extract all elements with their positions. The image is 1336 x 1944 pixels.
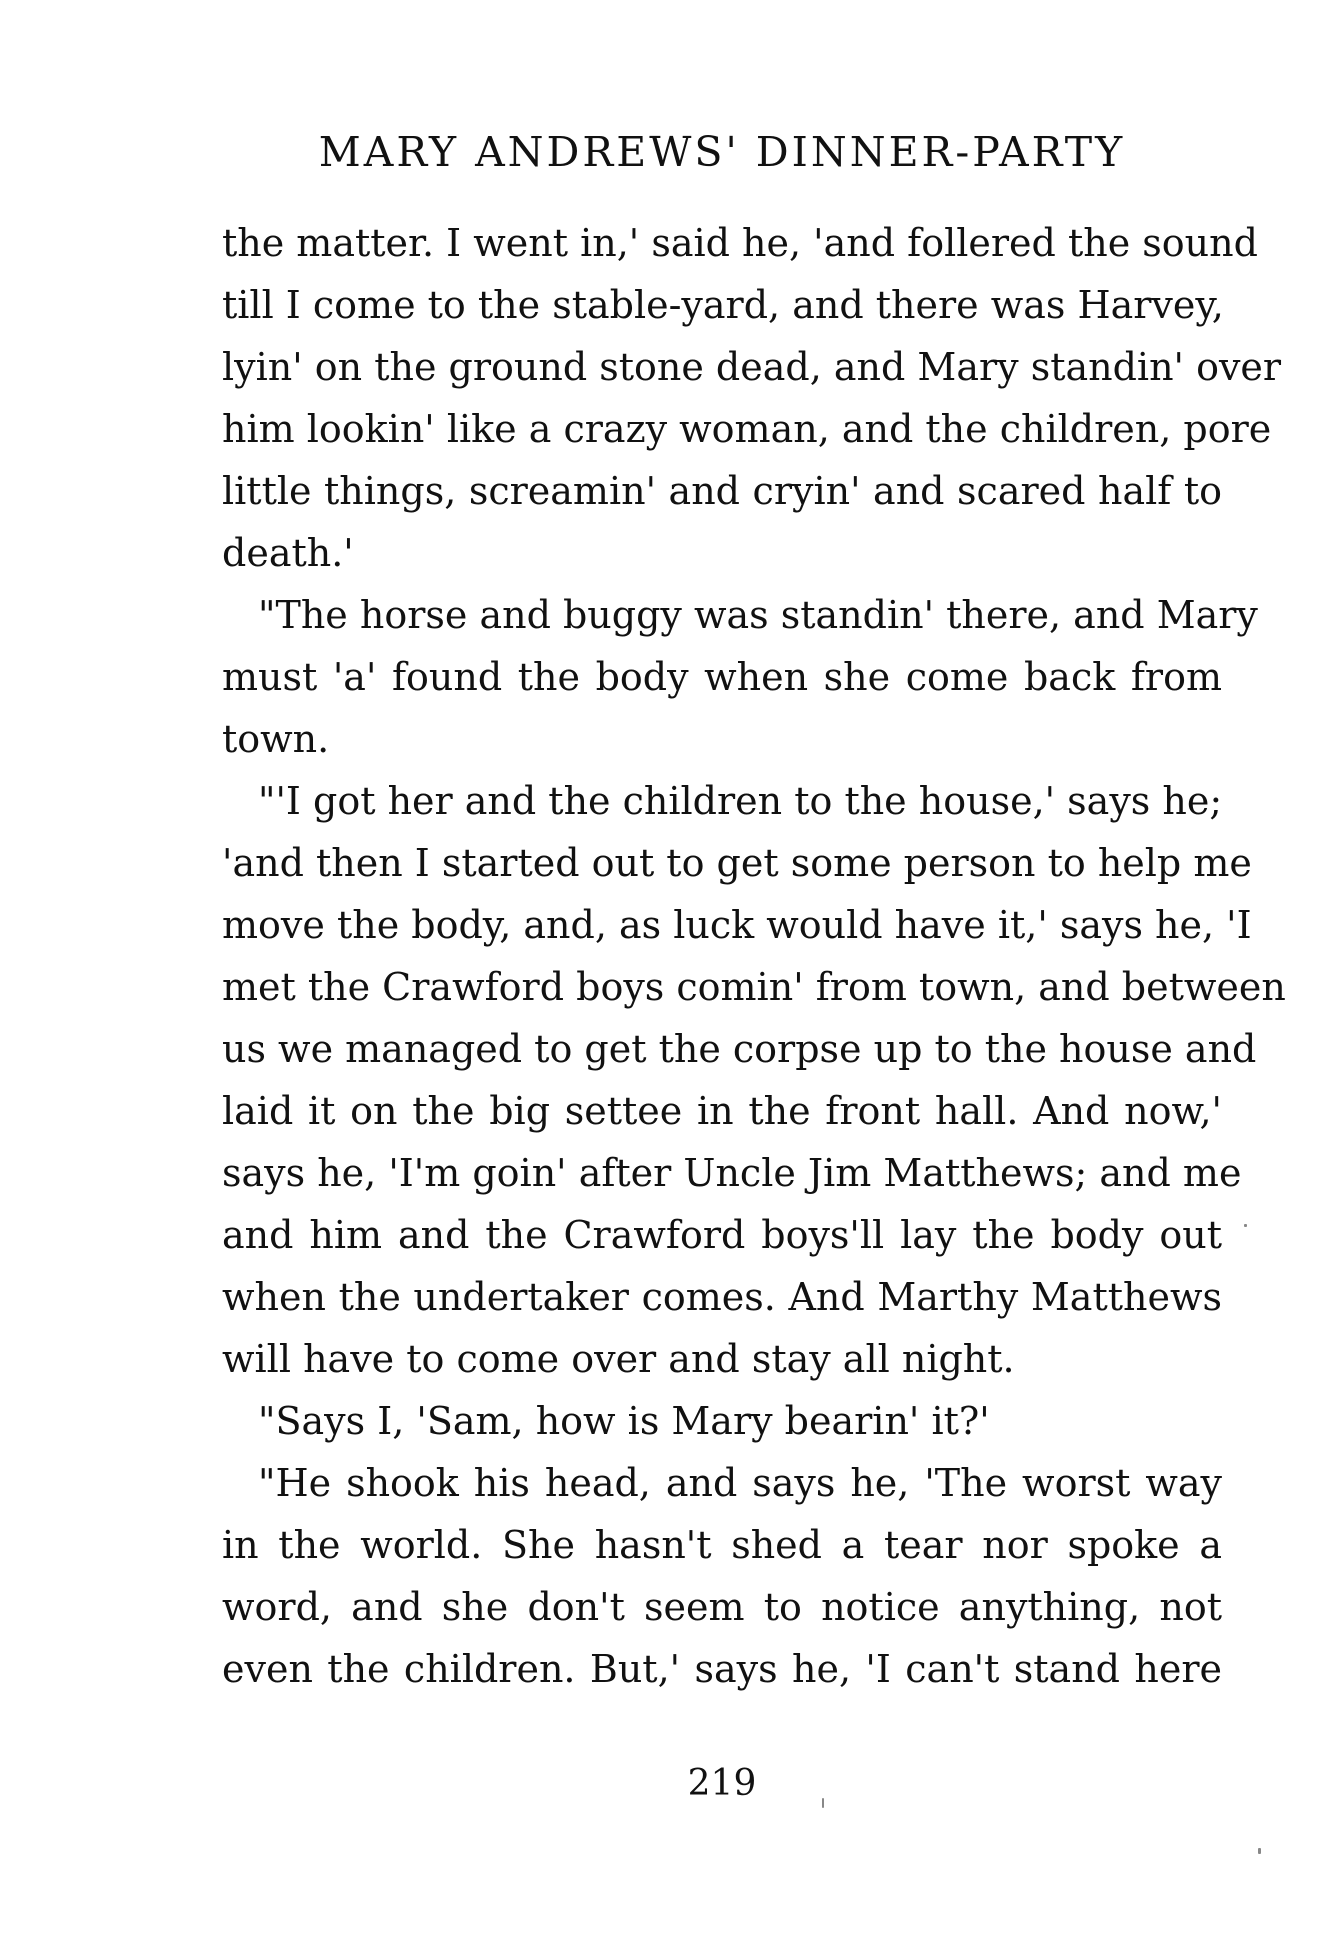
text-line: him lookin' like a crazy woman, and the children, pore: [222, 407, 1272, 451]
text-line: "The horse and buggy was standin' there, and Mary: [258, 593, 1258, 637]
text-line: town.: [222, 717, 330, 761]
text-line: little things, screamin' and cryin' and scared half to: [222, 469, 1222, 513]
text-line: "Says I, 'Sam, how is Mary bearin' it?': [258, 1399, 990, 1443]
text-line: 'and then I started out to get some person to help me: [222, 841, 1252, 885]
text-line: the matter. I went in,' said he, 'and follered the sound: [222, 221, 1258, 265]
scan-speck: [1244, 1224, 1247, 1227]
text-line: "'I got her and the children to the house,' says he;: [258, 779, 1223, 823]
running-head: MARY ANDREWS' DINNER-PARTY: [318, 128, 1126, 176]
text-line: "He shook his head, and says he, 'The worst way: [258, 1461, 1222, 1505]
text-line: and him and the Crawford boys'll lay the body out: [222, 1213, 1222, 1257]
text-line: lyin' on the ground stone dead, and Mary standin' over: [222, 345, 1282, 389]
text-line: move the body, and, as luck would have it,' says he, 'I: [222, 903, 1252, 947]
text-line: even the children. But,' says he, 'I can't stand here: [222, 1647, 1222, 1691]
text-line: must 'a' found the body when she come back from: [222, 655, 1222, 699]
text-line: met the Crawford boys comin' from town, and between: [222, 965, 1286, 1009]
body-text: [222, 212, 1286, 1700]
text-line: us we managed to get the corpse up to the house and: [222, 1027, 1257, 1071]
text-line: laid it on the big settee in the front hall. And now,': [222, 1089, 1222, 1133]
text-line: will have to come over and stay all night.: [222, 1337, 1015, 1381]
page-number: 219: [687, 1763, 757, 1804]
text-line: when the undertaker comes. And Marthy Matthews: [222, 1275, 1222, 1319]
text-line: word, and she don't seem to notice anything, not: [222, 1585, 1222, 1629]
scan-speck: [1258, 1848, 1261, 1854]
text-line: in the world. She hasn't shed a tear nor spoke a: [222, 1523, 1222, 1567]
text-line: death.': [222, 531, 354, 575]
text-line: says he, 'I'm goin' after Uncle Jim Matthews; and me: [222, 1151, 1242, 1195]
text-line: till I come to the stable-yard, and there was Harvey,: [222, 283, 1224, 327]
scan-speck: [822, 1798, 824, 1808]
